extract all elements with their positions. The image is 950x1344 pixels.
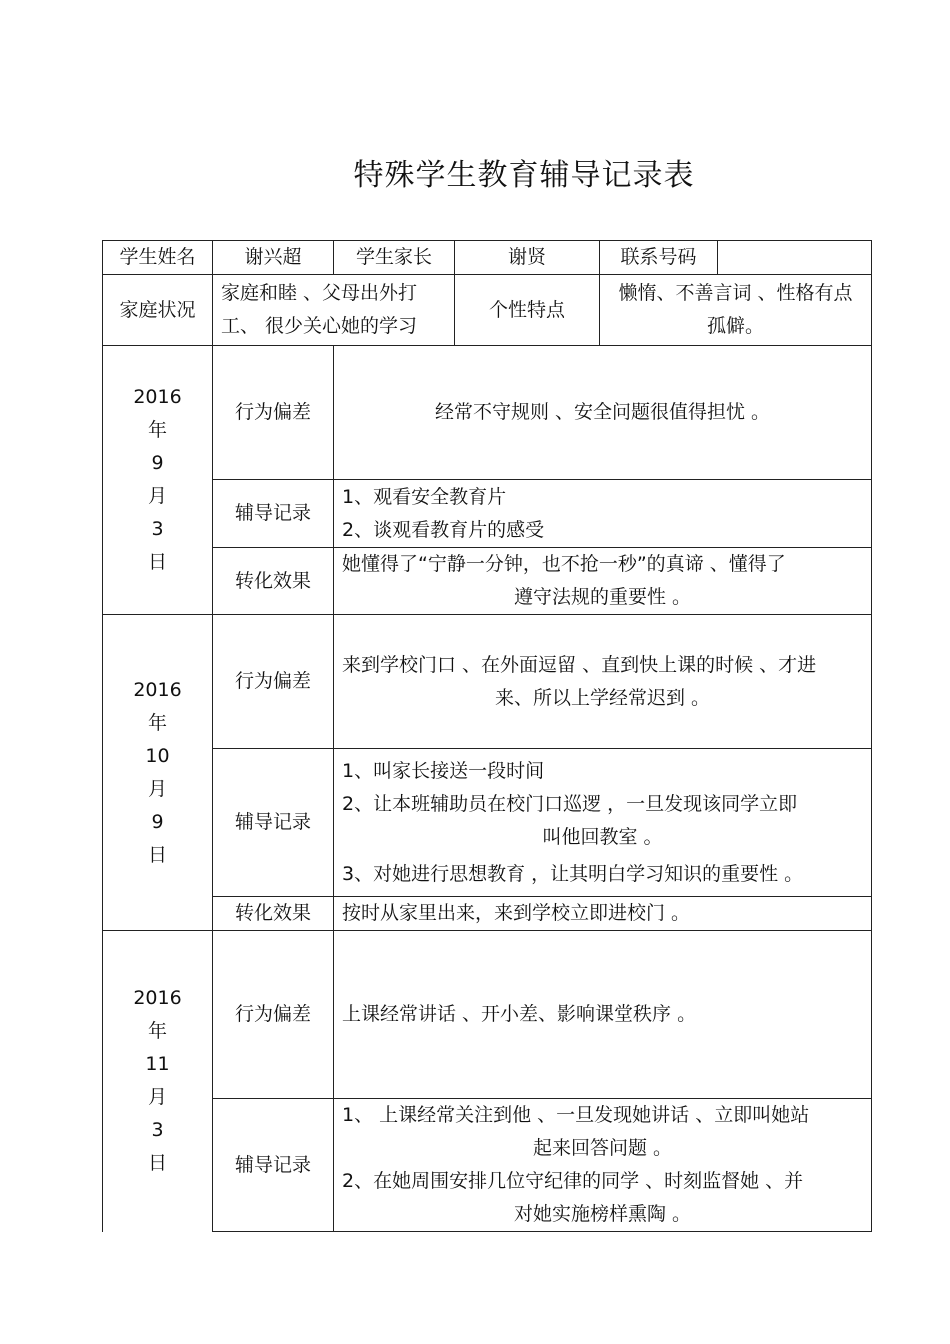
parent-name-value: 谢贤 xyxy=(455,241,600,275)
counseling-line: 2、在她周围安排几位守纪律的同学 、时刻监督她 、并 xyxy=(342,1170,804,1192)
counseling-line: 1、观看安全教育片 xyxy=(342,485,507,508)
personality-line: 孤僻。 xyxy=(706,315,764,337)
date-part: 9 xyxy=(151,452,164,474)
student-name-value: 谢兴超 xyxy=(213,241,334,275)
counseling-label: 辅导记录 xyxy=(213,480,334,548)
parent-label: 学生家长 xyxy=(334,241,455,275)
effect-value xyxy=(334,548,872,615)
family-value xyxy=(213,275,455,346)
personality-value xyxy=(600,275,872,346)
record-table xyxy=(102,240,872,1232)
counseling-line: 起来回答问题 。 xyxy=(532,1137,673,1159)
family-line: 工、 很少关心她的学习 xyxy=(221,315,418,337)
date-part: 2016 xyxy=(133,678,182,701)
counseling-line: 2、让本班辅助员在校门口巡逻 ，一旦发现该同学立即 xyxy=(342,792,798,815)
date-part: 月 xyxy=(147,777,167,800)
behavior-value: 经常不守规则 、安全问题很值得担忧 。 xyxy=(334,346,872,480)
record-date xyxy=(103,346,213,615)
family-line: 家庭和睦 、父母出外打 xyxy=(221,282,418,304)
personality-label: 个性特点 xyxy=(455,275,600,346)
date-part: 2016 xyxy=(133,987,182,1010)
counseling-line: 叫他回教室 。 xyxy=(542,825,663,848)
date-part: 月 xyxy=(147,485,167,507)
date-part: 9 xyxy=(151,810,164,833)
date-part: 年 xyxy=(147,419,167,441)
effect-label: 转化效果 xyxy=(213,548,334,615)
counseling-label: 辅导记录 xyxy=(213,1099,334,1232)
effect-line: 遵守法规的重要性 。 xyxy=(513,586,692,608)
counseling-line: 1、叫家长接送一段时间 xyxy=(342,759,545,782)
behavior-label: 行为偏差 xyxy=(213,615,334,749)
record-date xyxy=(103,615,213,931)
behavior-value: 上课经常讲话 、开小差、影响课堂秩序 。 xyxy=(334,931,872,1099)
counseling-label: 辅导记录 xyxy=(213,749,334,897)
family-label: 家庭状况 xyxy=(103,275,213,346)
counseling-line: 1、 上课经常关注到他 、一旦发现她讲话 、立即叫她站 xyxy=(342,1104,810,1126)
page-title: 特殊学生教育辅导记录表 xyxy=(353,158,695,193)
date-part: 年 xyxy=(147,1020,167,1043)
date-part: 10 xyxy=(145,744,170,767)
date-part: 日 xyxy=(147,551,167,573)
counseling-line: 2、谈观看教育片的感受 xyxy=(342,518,545,541)
personality-line: 懒惰、不善言词 、性格有点 xyxy=(618,282,853,304)
effect-value: 按时从家里出来，来到学校立即进校门 。 xyxy=(334,897,872,931)
date-part: 年 xyxy=(147,711,167,734)
student-name-label: 学生姓名 xyxy=(103,241,213,275)
counseling-value xyxy=(334,480,872,548)
counseling-line: 3、对她进行思想教育 ，让其明白学习知识的重要性 。 xyxy=(342,862,804,885)
record-date xyxy=(103,931,213,1232)
behavior-line: 来、所以上学经常迟到 。 xyxy=(494,686,711,709)
behavior-label: 行为偏差 xyxy=(213,931,334,1099)
date-part: 11 xyxy=(145,1053,170,1076)
date-part: 月 xyxy=(147,1086,167,1109)
effect-line: 她懂得了“宁静一分钟，也不抢一秒”的真谛 、懂得了 xyxy=(342,553,786,575)
behavior-value xyxy=(334,615,872,749)
date-part: 日 xyxy=(147,1152,167,1175)
phone-label: 联系号码 xyxy=(600,241,718,275)
date-part: 日 xyxy=(147,843,167,866)
behavior-line: 来到学校门口 、在外面逗留 、直到快上课的时候 、才进 xyxy=(342,653,817,676)
effect-label: 转化效果 xyxy=(213,897,334,931)
date-part: 3 xyxy=(151,518,164,540)
date-part: 2016 xyxy=(133,386,182,408)
counseling-value xyxy=(334,749,872,897)
counseling-value xyxy=(334,1099,872,1232)
behavior-label: 行为偏差 xyxy=(213,346,334,480)
date-part: 3 xyxy=(151,1119,164,1142)
phone-value xyxy=(718,241,872,275)
counseling-line: 对她实施榜样熏陶 。 xyxy=(513,1203,692,1225)
